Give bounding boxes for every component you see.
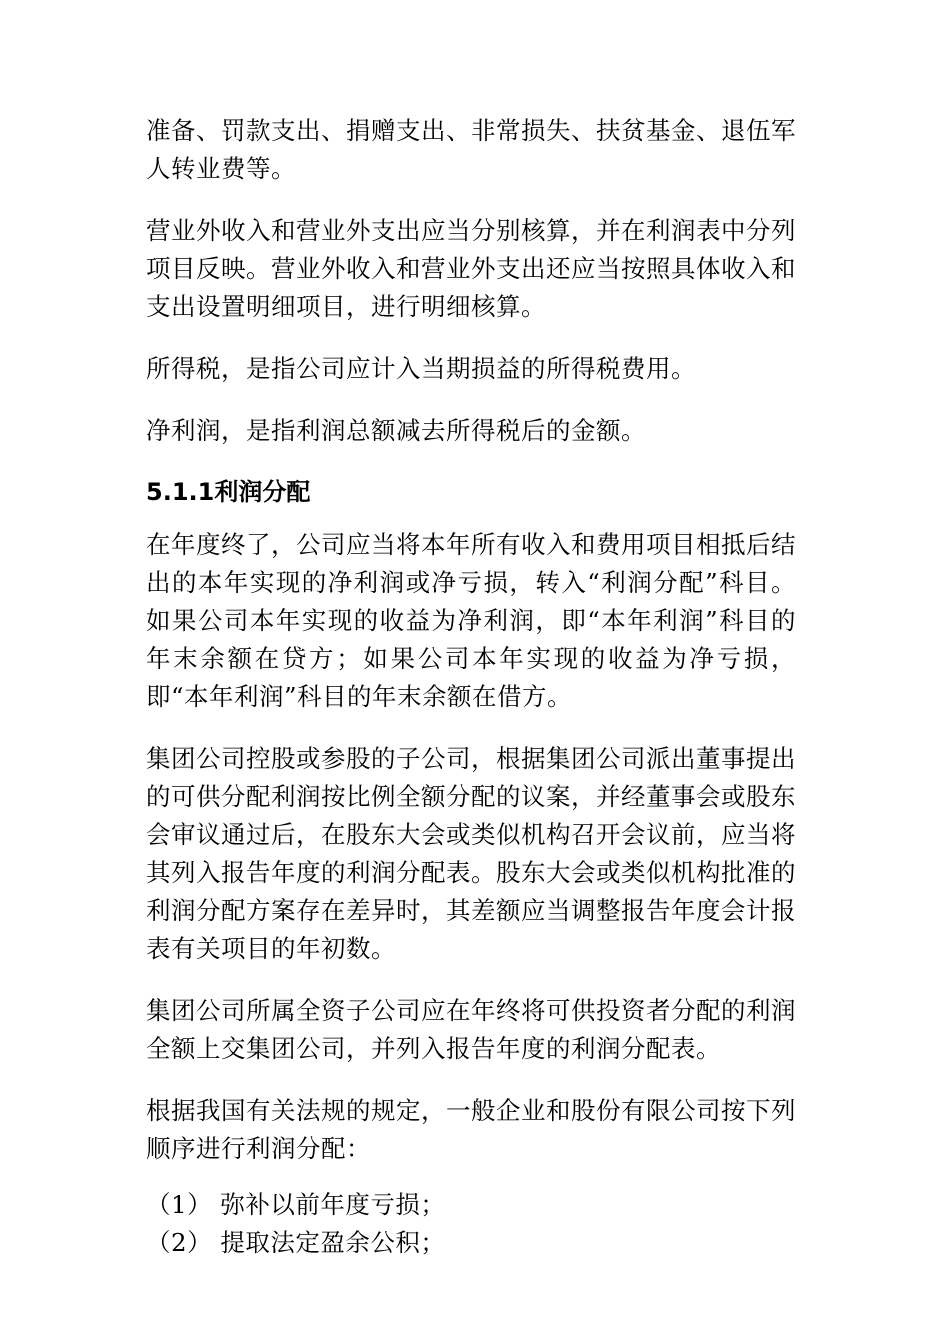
distribution-order-list (146, 1186, 796, 1262)
list-item: （1） 弥补以前年度亏损； (146, 1190, 446, 1219)
list-item: （2） 提取法定盈余公积； (146, 1228, 446, 1257)
paragraph-net-profit: 净利润，是指利润总额减去所得税后的金额。 (146, 416, 646, 445)
paragraph-wholly-owned-subsidiary: 集团公司所属全资子公司应在年终将可供投资者分配的利润全额上交集团公司，并列入报告年度的利润分配表。 (146, 996, 796, 1063)
paragraph-reserve-expenses: 准备、罚款支出、捐赠支出、非常损失、扶贫基金、退伍军人转业费等。 (146, 116, 796, 183)
paragraph-distribution-order: 根据我国有关法规的规定，一般企业和股份有限公司按下列顺序进行利润分配： (146, 1096, 796, 1163)
paragraph-non-operating-accounting: 营业外收入和营业外支出应当分别核算，并在利润表中分列项目反映。营业外收入和营业外支出还应当按照具体收入和支出设置明细项目，进行明细核算。 (146, 216, 796, 321)
paragraph-income-tax: 所得税，是指公司应计入当期损益的所得税费用。 (146, 354, 696, 383)
section-heading-profit-distribution: 5.1.1利润分配 (146, 478, 311, 506)
paragraph-year-end-transfer: 在年度终了，公司应当将本年所有收入和费用项目相抵后结出的本年实现的净利润或净亏损，转入“利润分配”科目。如果公司本年实现的收益为净利润，即“本年利润”科目的年末余额在贷方；如果公司本年实现的收益为净亏损，即“本年利润”科目的年末余额在借方。 (146, 530, 796, 711)
document-page (146, 112, 796, 1262)
paragraph-subsidiary-distribution: 集团公司控股或参股的子公司，根据集团公司派出董事提出的可供分配利润按比例全额分配的议案，并经董事会或股东会审议通过后，在股东大会或类似机构召开会议前，应当将其列入报告年度的利润分配表。股东大会或类似机构批准的利润分配方案存在差异时，其差额应当调整报告年度会计报表有关项目的年初数。 (146, 744, 796, 963)
